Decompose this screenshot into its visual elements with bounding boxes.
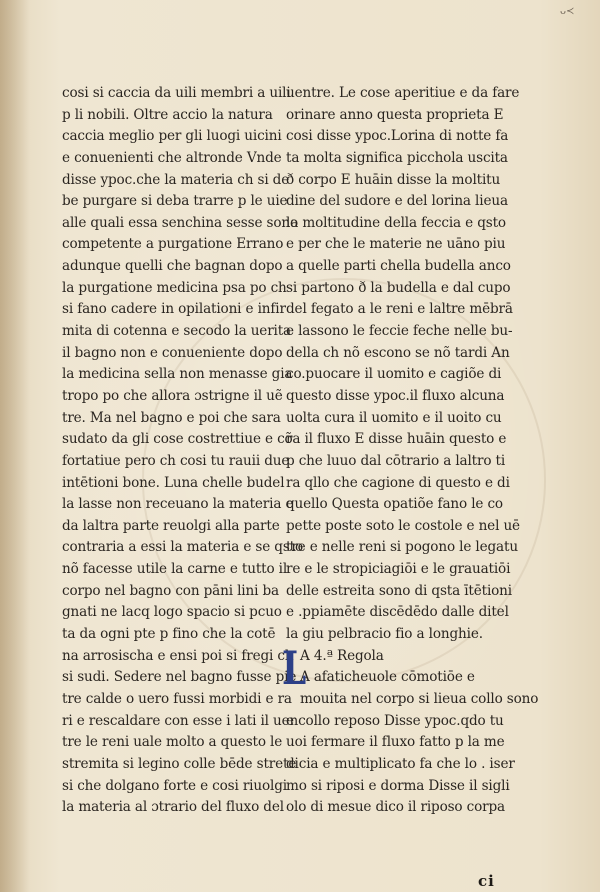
text-line: gnati ne lacq logo spacio si pcuo [62, 604, 282, 621]
text-line: si sudi. Sedere nel bagno fusse pie [62, 669, 297, 686]
text-line: e per che le materie ne uāno piu [286, 236, 506, 253]
text-line: competente a purgatione Errano [62, 236, 284, 253]
text-line: corpo nel bagno con pāni lini ba [62, 582, 279, 599]
text-line: questo disse ypoc.il fluxo alcuna [286, 387, 505, 404]
text-line: si partono ð la budella e dal cupo [286, 279, 511, 296]
text-line: la moltitudine della feccia e qsto [286, 214, 506, 231]
text-line: della ch nõ escono se nõ tardi An [286, 344, 510, 361]
text-line: del fegato a le reni e laltre mēbrā [286, 301, 513, 318]
right-text-column [282, 83, 539, 819]
text-line: cosi si caccia da uili membri a uili [62, 85, 291, 101]
right-column-lower-text [286, 667, 539, 818]
text-line: la lasse non receuano la materia e [62, 496, 294, 513]
text-line: ra qllo che cagione di questo e di [286, 474, 510, 491]
text-line: pette poste soto le costole e nel uē [286, 517, 520, 534]
text-line: nõ facesse utile la carne e tutto il [62, 561, 288, 578]
text-line: re e le stropiciagiōi e le grauatiōi [286, 561, 511, 578]
text-line: sudato da gli cose costrettiue e cõ [62, 431, 293, 448]
text-line: tropo po che allora ɔstrigne il uẽ [62, 387, 283, 404]
corner-ink-mark: ᴗ≺ [560, 6, 575, 17]
text-line: adunque quelli che bagnan dopo [62, 258, 283, 275]
text-line: la medicina sella non menasse gia [62, 366, 293, 383]
text-line: dine del sudore e del lorina lieua [286, 193, 508, 210]
text-line: tre le reni uale molto a questo le [62, 734, 283, 751]
text-line: disse ypoc.che la materia ch si de [62, 171, 290, 188]
left-text-column [62, 83, 304, 819]
text-line: fortatiue pero ch cosi tu rauii due [62, 452, 290, 469]
text-line: p che luuo dal cōtrario a laltro ti [286, 452, 506, 469]
page-edge-stain [0, 0, 30, 892]
heading-text: A 4.ª Regola [300, 647, 384, 664]
text-line: be purgare si deba trarre p le uie [62, 193, 288, 210]
text-line: uoi fermare il fluxo fatto p la me [286, 734, 505, 751]
text-line: tre. Ma nel bagno e poi che sara [62, 409, 281, 426]
text-line: olo di mesue dico il riposo corpa [286, 799, 505, 816]
text-line: contraria a essi la materia e se qsto [62, 539, 304, 556]
text-line: mita di cotenna e secodo la uerita [62, 323, 292, 340]
text-line: ri e rescaldare con esse i lati il uen [62, 712, 299, 729]
text-line: a quelle parti chella budella anco [286, 258, 511, 275]
text-line: uolta cura il uomito e il uoito cu [286, 409, 502, 426]
signature-mark: ci [478, 872, 495, 890]
right-column-upper-text [286, 83, 520, 646]
text-line: stremita si legino colle bēde strete [62, 755, 297, 772]
text-line: il bagno non e conueniente dopo [62, 344, 283, 361]
text-line: la materia al ɔtrario del fluxo del [62, 799, 284, 816]
text-line: uentre. Le cose aperitiue e da fare [286, 85, 520, 101]
text-line: e collo reposo Disse ypoc.qdo tu [286, 712, 504, 729]
decorated-initial-letter: L [282, 640, 307, 695]
text-line: orinare anno questa proprieta E [286, 106, 504, 123]
text-line: tre calde o uero fussi morbidi e ra [62, 690, 292, 707]
text-line: ð corpo E huāin disse la moltitu [286, 171, 501, 188]
text-line: co.puocare il uomito e cagiõe di [286, 366, 502, 383]
text-line: tre e nelle reni si pogono le legatu [286, 539, 518, 556]
text-line: mo si riposi e dorma Disse il sigli [286, 777, 510, 794]
text-line: e lassono le feccie feche nelle bu- [286, 323, 513, 340]
text-line: e .ppiamēte discēdēdo dalle ditel [286, 604, 509, 621]
text-line: p li nobili. Oltre accio la natura [62, 106, 273, 123]
text-line: na arrosischa e ensi poi si fregi ch [62, 647, 294, 664]
text-line: A afaticheuole cōmotiōe e [300, 669, 475, 686]
text-line: ta da ogni pte p fino che la cotē [62, 626, 276, 643]
text-line: mouita nel corpo si lieua collo sono [300, 690, 539, 707]
text-line: si fano cadere in opilationi e infir [62, 301, 286, 318]
text-line: da laltra parte reuolgi alla parte [62, 517, 280, 534]
text-line: si che dolgano forte e cosi riuolgi [62, 777, 287, 794]
text-line: alle quali essa senchina sesse sono [62, 214, 299, 231]
text-line: e conuenienti che altronde Vnde [62, 149, 282, 166]
text-line: cosi disse ypoc.Lorina di notte fa [286, 128, 509, 145]
text-line: quello Questa opatiõe fano le co [286, 496, 503, 513]
text-line: dicia e multiplicato fa che lo . iser [286, 755, 515, 772]
text-line: ra il fluxo E disse huāin questo e [286, 431, 507, 448]
text-line: caccia meglio per gli luogi uicini [62, 128, 282, 145]
text-line: delle estreita sono di qsta ītētioni [286, 582, 512, 599]
text-line: la purgatione medicina psa po ch [62, 279, 287, 296]
text-line: ta molta significa picchola uscita [286, 149, 508, 166]
text-line: la giu pelbracio fio a longhie. [286, 626, 483, 643]
text-line: intētioni bone. Luna chelle budel [62, 474, 285, 491]
